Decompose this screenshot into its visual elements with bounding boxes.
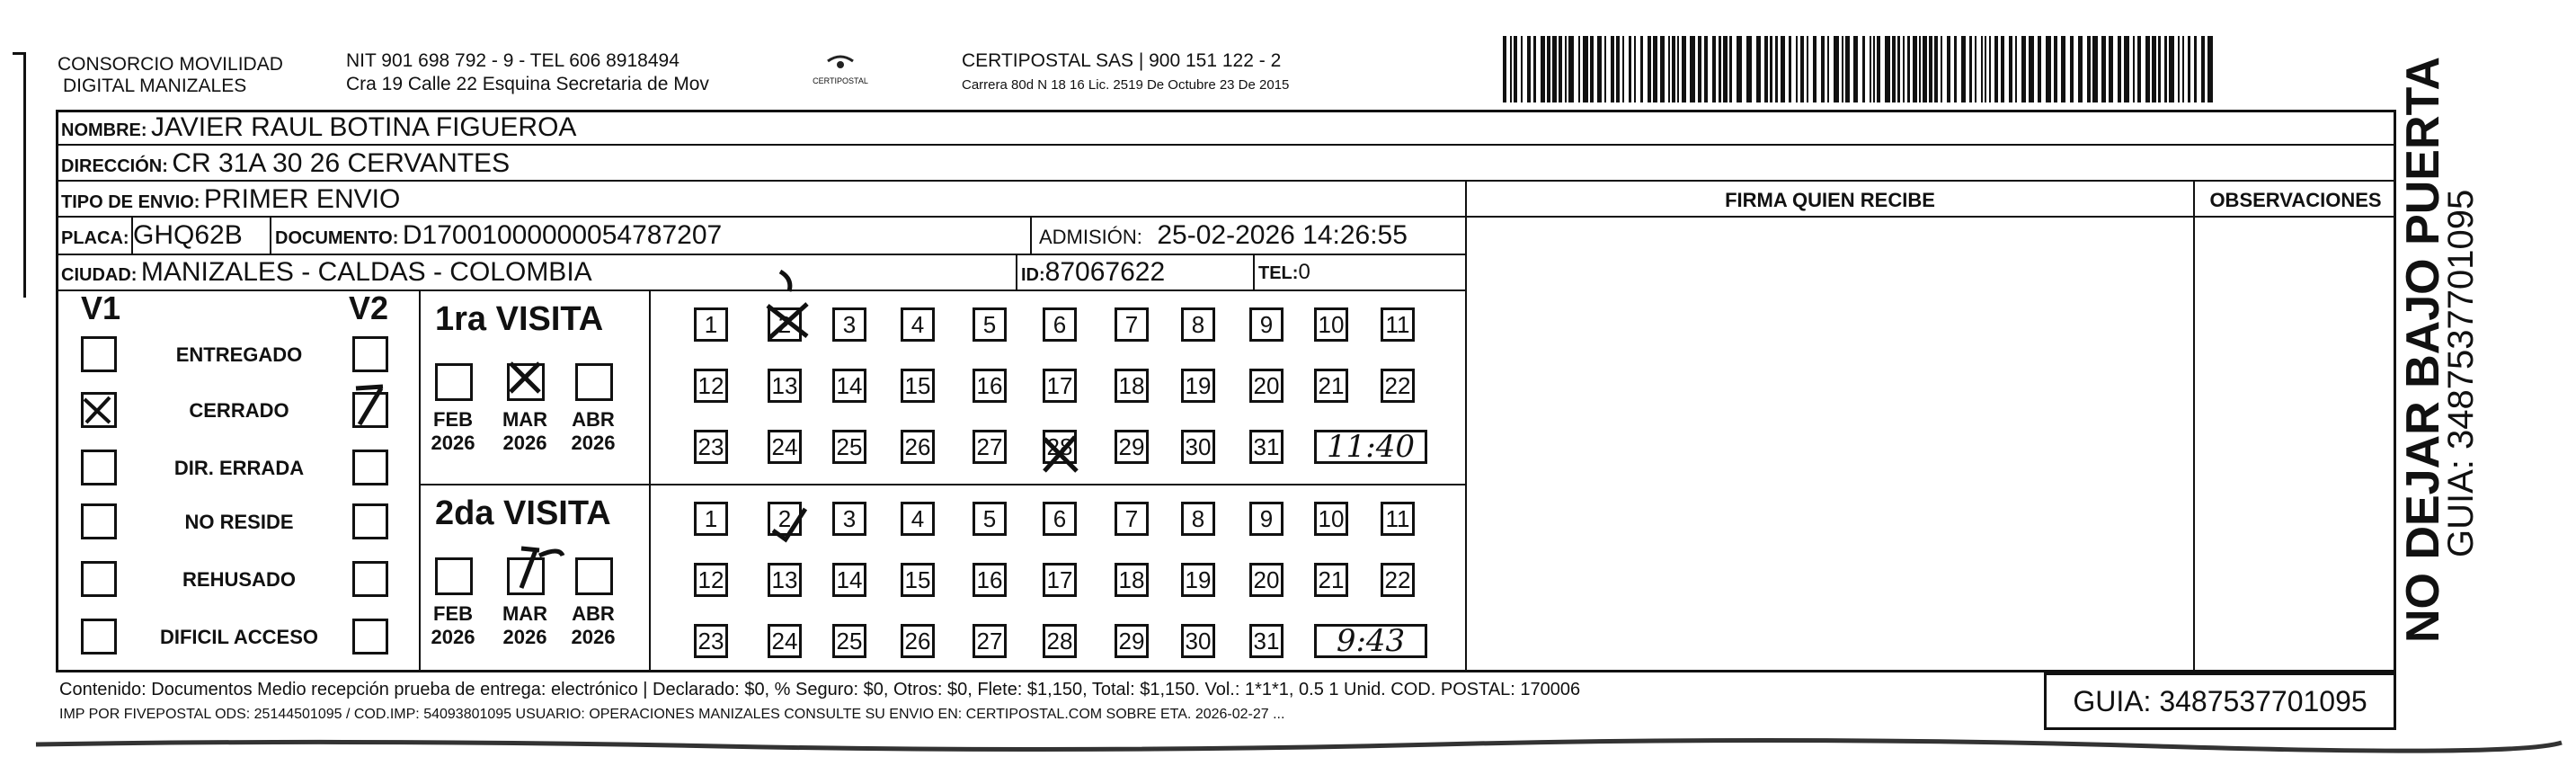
- day-box[interactable]: 14: [832, 369, 866, 403]
- certipostal-line2: Carrera 80d N 18 16 Lic. 2519 De Octubre 23 De 2015: [962, 77, 1290, 93]
- barcode-bar: [2133, 36, 2135, 102]
- day-box[interactable]: 12: [694, 369, 728, 403]
- tel-row: [1258, 256, 1310, 291]
- barcode-bar: [1622, 36, 1624, 102]
- day-box[interactable]: 23: [694, 430, 728, 464]
- month-label: ABR: [572, 408, 615, 431]
- day-box[interactable]: 14: [832, 563, 866, 597]
- barcode-bar: [1616, 36, 1620, 102]
- handwritten-check-mark: [503, 356, 548, 401]
- barcode-bar: [2061, 36, 2065, 102]
- barcode-bar: [1597, 36, 1602, 102]
- day-box[interactable]: 9: [1249, 502, 1284, 536]
- barcode-bar: [1923, 36, 1927, 102]
- barcode-bar: [2070, 36, 2074, 102]
- placa-value: GHQ62B: [133, 220, 243, 250]
- day-box[interactable]: 19: [1181, 563, 1215, 597]
- documento-value: D17001000000054787207: [402, 220, 723, 250]
- day-box[interactable]: 31: [1249, 430, 1284, 464]
- barcode-bar: [1533, 36, 1536, 102]
- barcode-bar: [2169, 36, 2174, 102]
- barcode-bar: [1903, 36, 1905, 102]
- admision-value: 25-02-2026 14:26:55: [1157, 220, 1408, 250]
- barcode-bar: [1521, 36, 1523, 102]
- barcode-bar: [2178, 36, 2180, 102]
- barcode-bar: [1634, 36, 1636, 102]
- barcode-bar: [1583, 36, 1588, 102]
- barcode-bar: [1578, 36, 1580, 102]
- month-label: MAR: [502, 408, 548, 431]
- day-box[interactable]: 7: [1115, 502, 1149, 536]
- ciudad-row: [61, 256, 592, 293]
- status-label: ENTREGADO: [175, 343, 303, 366]
- barcode-bar: [1729, 36, 1732, 102]
- tear-edge: [0, 735, 2576, 757]
- barcode-bar: [1746, 36, 1752, 102]
- side-warning-text: NO DEJAR BAJO PUERTA: [2397, 56, 2449, 643]
- barcode-bar: [2029, 36, 2034, 102]
- barcode-bar: [2078, 36, 2083, 102]
- v2-label: V2: [349, 289, 389, 326]
- barcode-bar: [2164, 36, 2167, 102]
- visit-title: 1ra VISITA: [435, 300, 604, 338]
- barcode-bar: [2194, 36, 2197, 102]
- day-box[interactable]: 8: [1181, 502, 1215, 536]
- barcode-bar: [2092, 36, 2098, 102]
- consortium-name-line1: CONSORCIO MOVILIDAD: [58, 54, 283, 75]
- day-box[interactable]: 10: [1314, 307, 1348, 342]
- barcode-bar: [2201, 36, 2205, 102]
- barcode-bar: [1929, 36, 1932, 102]
- barcode-bar: [1969, 36, 1972, 102]
- id-row: [1021, 256, 1165, 293]
- barcode-bar: [1853, 36, 1858, 102]
- barcode-bar: [1510, 36, 1512, 102]
- barcode-bar: [1590, 36, 1594, 102]
- month-year-label: 2026: [502, 626, 547, 648]
- barcode-bar: [1873, 36, 1875, 102]
- v1-label: V1: [81, 289, 121, 326]
- barcode-bar: [1704, 36, 1708, 102]
- barcode-bar: [1698, 36, 1701, 102]
- day-box[interactable]: 28: [1043, 624, 1077, 658]
- barcode-bar: [1668, 36, 1670, 102]
- col-divider: [649, 289, 651, 671]
- barcode-bar: [2188, 36, 2190, 102]
- day-box[interactable]: 10: [1314, 502, 1348, 536]
- handwritten-check-mark: [509, 547, 563, 597]
- barcode-bar: [1565, 36, 1567, 102]
- day-box[interactable]: 20: [1249, 563, 1284, 597]
- barcode-bar: [1629, 36, 1631, 102]
- barcode-bar: [1781, 36, 1785, 102]
- barcode-bar: [1821, 36, 1825, 102]
- day-box[interactable]: 13: [768, 369, 802, 403]
- v1-checkbox[interactable]: [81, 561, 117, 597]
- barcode-bar: [1514, 36, 1517, 102]
- barcode-bar: [1712, 36, 1716, 102]
- barcode-bar: [2207, 36, 2213, 102]
- day-box[interactable]: 25: [832, 430, 866, 464]
- documento-row: [275, 219, 722, 256]
- status-label: DIFICIL ACCESO: [159, 626, 318, 648]
- status-label: DIR. ERRADA: [173, 457, 305, 479]
- barcode-bar: [1947, 36, 1950, 102]
- day-box[interactable]: 11: [1381, 502, 1415, 536]
- id-value: 87067622: [1044, 257, 1166, 287]
- tel-value: 0: [1298, 260, 1310, 284]
- day-box[interactable]: 2: [768, 307, 802, 342]
- barcode-bar: [1503, 36, 1506, 102]
- barcode-bar: [1559, 36, 1562, 102]
- day-box[interactable]: 1: [694, 502, 728, 536]
- barcode-bar: [1877, 36, 1880, 102]
- col-divider: [2193, 180, 2195, 671]
- day-box[interactable]: 8: [1181, 307, 1215, 342]
- day-box[interactable]: 24: [768, 624, 802, 658]
- barcode-bar: [2145, 36, 2150, 102]
- barcode-bar: [1568, 36, 1574, 102]
- barcode-bar: [1756, 36, 1761, 102]
- day-box[interactable]: 17: [1043, 369, 1077, 403]
- barcode-bar: [1919, 36, 1921, 102]
- barcode-bar: [1807, 36, 1808, 102]
- day-box[interactable]: 21: [1314, 369, 1348, 403]
- barcode-bar: [1934, 36, 1938, 102]
- barcode-bar: [2109, 36, 2113, 102]
- barcode-bar: [2152, 36, 2156, 102]
- visit-divider: [419, 484, 1465, 485]
- day-box[interactable]: 11: [1381, 307, 1415, 342]
- barcode-bar: [1640, 36, 1643, 102]
- logo-caption: CERTIPOSTAL: [813, 76, 868, 85]
- day-box[interactable]: 29: [1115, 624, 1149, 658]
- documento-label: DOCUMENTO:: [275, 228, 399, 248]
- day-box[interactable]: 22: [1381, 369, 1415, 403]
- day-box[interactable]: 27: [973, 430, 1007, 464]
- day-box[interactable]: 20: [1249, 369, 1284, 403]
- barcode-bar: [1954, 36, 1957, 102]
- address-line: Cra 19 Calle 22 Esquina Secretaria de Mov: [346, 74, 709, 94]
- barcode-bar: [1913, 36, 1917, 102]
- barcode-bar: [2087, 36, 2091, 102]
- barcode-bar: [1897, 36, 1900, 102]
- footer-imp-line: IMP POR FIVEPOSTAL ODS: 25144501095 / COD.IMP: 54093801095 USUARIO: OPERACIONES MANIZALES CONSULTE SU ENVIO EN: CERTIPOSTAL.COM SOBRE ETA. 2026-02-27 ...: [59, 707, 1285, 722]
- day-box[interactable]: 18: [1115, 563, 1149, 597]
- day-box[interactable]: 26: [901, 430, 935, 464]
- barcode-bar: [1690, 36, 1695, 102]
- row-divider: [56, 216, 2396, 218]
- barcode-bar: [1552, 36, 1557, 102]
- v1-checkbox[interactable]: [81, 619, 117, 655]
- barcode-bar: [1813, 36, 1817, 102]
- barcode-bar: [2101, 36, 2106, 102]
- admision-label: ADMISIÓN:: [1039, 226, 1142, 248]
- barcode-bar: [1653, 36, 1657, 102]
- day-box[interactable]: 5: [973, 307, 1007, 342]
- barcode-bar: [1789, 36, 1791, 102]
- status-label: NO RESIDE: [184, 511, 294, 533]
- barcode-bar: [1682, 36, 1686, 102]
- month-checkbox[interactable]: [435, 363, 473, 401]
- barcode-bar: [2137, 36, 2141, 102]
- day-box[interactable]: 26: [901, 624, 935, 658]
- barcode-bar: [1845, 36, 1850, 102]
- day-box[interactable]: 21: [1314, 563, 1348, 597]
- barcode-bar: [1770, 36, 1772, 102]
- month-label: MAR: [502, 602, 548, 625]
- barcode-bar: [2046, 36, 2051, 102]
- day-box[interactable]: 29: [1115, 430, 1149, 464]
- nit-line: NIT 901 698 792 - 9 - TEL 606 8918494: [346, 50, 680, 71]
- direccion-row: [61, 147, 510, 184]
- day-box[interactable]: 13: [768, 563, 802, 597]
- consortium-name-line2: DIGITAL MANIZALES: [63, 76, 247, 96]
- v2-checkbox[interactable]: [352, 336, 388, 372]
- barcode-bar: [1764, 36, 1768, 102]
- placa-row: [61, 219, 243, 256]
- col-divider: [1016, 254, 1017, 289]
- direccion-label: DIRECCIÓN:: [61, 156, 168, 176]
- month-label: FEB: [433, 408, 473, 431]
- barcode-bar: [1541, 36, 1545, 102]
- day-box[interactable]: 28: [1043, 430, 1077, 464]
- certipostal-line1: CERTIPOSTAL SAS | 900 151 122 - 2: [962, 50, 1282, 71]
- col-divider: [1465, 180, 1467, 671]
- day-box[interactable]: 4: [901, 307, 935, 342]
- ciudad-label: CIUDAD:: [61, 265, 138, 285]
- barcode: [1503, 36, 2222, 102]
- barcode-bar: [1604, 36, 1606, 102]
- day-box[interactable]: 12: [694, 563, 728, 597]
- barcode-bar: [1975, 36, 1976, 102]
- handwritten-time: 11:40: [1314, 430, 1427, 464]
- col-divider: [1030, 216, 1032, 254]
- barcode-bar: [1648, 36, 1651, 102]
- barcode-bar: [2182, 36, 2184, 102]
- footer-contenido: Contenido: Documentos Medio recepción prueba de entrega: electrónico | Declarado: $0, % Seguro: $0, Otros: $0, Flete: $1,150, Total: $1,150. Vol.: 1*1*1, 0.5 1 Unid. COD. POSTAL: 170006: [59, 680, 1581, 699]
- barcode-bar: [1885, 36, 1890, 102]
- barcode-bar: [1775, 36, 1778, 102]
- day-box[interactable]: 31: [1249, 624, 1284, 658]
- barcode-bar: [2038, 36, 2041, 102]
- day-box[interactable]: 16: [973, 563, 1007, 597]
- day-box[interactable]: 6: [1043, 502, 1077, 536]
- day-box[interactable]: 1: [694, 307, 728, 342]
- month-year-label: 2026: [502, 432, 547, 454]
- firma-header: FIRMA QUIEN RECIBE: [1725, 189, 1935, 211]
- month-checkbox[interactable]: [575, 557, 613, 595]
- barcode-bar: [2009, 36, 2012, 102]
- barcode-bar: [1994, 36, 1998, 102]
- day-box[interactable]: 6: [1043, 307, 1077, 342]
- visit-title: 2da VISITA: [435, 494, 611, 532]
- barcode-bar: [1989, 36, 1991, 102]
- day-box[interactable]: 5: [973, 502, 1007, 536]
- barcode-bar: [2015, 36, 2017, 102]
- month-year-label: 2026: [431, 626, 475, 648]
- day-box[interactable]: 2: [768, 502, 802, 536]
- nombre-label: NOMBRE:: [61, 120, 147, 140]
- v2-checkbox[interactable]: [352, 619, 388, 655]
- day-box[interactable]: 25: [832, 624, 866, 658]
- logo-glyph-icon: [822, 52, 858, 72]
- barcode-bar: [1907, 36, 1910, 102]
- handwritten-check-mark: [762, 270, 816, 342]
- status-label: CERRADO: [189, 399, 289, 422]
- barcode-bar: [1672, 36, 1675, 102]
- month-year-label: 2026: [571, 626, 616, 648]
- barcode-bar: [2118, 36, 2121, 102]
- tipo-value: PRIMER ENVIO: [203, 184, 401, 214]
- barcode-bar: [1834, 36, 1839, 102]
- tipo-row: [61, 183, 400, 220]
- day-box[interactable]: 15: [901, 563, 935, 597]
- handwritten-check-mark: [766, 503, 811, 545]
- month-year-label: 2026: [431, 432, 475, 454]
- day-box[interactable]: 3: [832, 502, 866, 536]
- side-guia-text: GUIA: 3487537701095: [2441, 189, 2481, 557]
- tel-label: TEL:: [1258, 263, 1299, 283]
- barcode-bar: [1677, 36, 1679, 102]
- barcode-bar: [1870, 36, 1871, 102]
- v1-checkbox[interactable]: [81, 336, 117, 372]
- v2-cerrado-mark: [347, 381, 394, 428]
- nombre-value: JAVIER RAUL BOTINA FIGUEROA: [151, 112, 577, 142]
- barcode-bar: [1547, 36, 1550, 102]
- day-box[interactable]: 18: [1115, 369, 1149, 403]
- v2-checkbox[interactable]: [352, 503, 388, 539]
- day-box[interactable]: 22: [1381, 563, 1415, 597]
- id-label: ID:: [1021, 265, 1045, 285]
- ciudad-value: MANIZALES - CALDAS - COLOMBIA: [140, 257, 592, 287]
- tipo-label: TIPO DE ENVIO:: [61, 192, 200, 212]
- direccion-value: CR 31A 30 26 CERVANTES: [172, 148, 511, 178]
- guia-box: GUIA: 3487537701095: [2044, 672, 2396, 730]
- handwritten-check-mark: [1039, 432, 1084, 476]
- admision-row: [1039, 219, 1408, 256]
- barcode-bar: [1981, 36, 1983, 102]
- day-box[interactable]: 23: [694, 624, 728, 658]
- barcode-bar: [1723, 36, 1728, 102]
- day-box[interactable]: 7: [1115, 307, 1149, 342]
- day-box[interactable]: 17: [1043, 563, 1077, 597]
- nombre-row: [61, 111, 576, 148]
- day-box[interactable]: 30: [1181, 624, 1215, 658]
- certipostal-logo: [809, 52, 872, 97]
- barcode-bar: [1842, 36, 1843, 102]
- handwritten-time: 9:43: [1314, 624, 1427, 658]
- barcode-bar: [1611, 36, 1614, 102]
- v2-checkbox[interactable]: [352, 450, 388, 485]
- barcode-bar: [1892, 36, 1896, 102]
- barcode-bar: [2158, 36, 2161, 102]
- month-year-label: 2026: [571, 432, 616, 454]
- placa-label: PLACA:: [61, 228, 129, 248]
- month-label: FEB: [433, 602, 473, 625]
- barcode-bar: [1961, 36, 1966, 102]
- barcode-bar: [1827, 36, 1829, 102]
- v1-checkbox[interactable]: [81, 450, 117, 485]
- day-box[interactable]: 3: [832, 307, 866, 342]
- barcode-bar: [1800, 36, 1804, 102]
- barcode-bar: [1796, 36, 1798, 102]
- v1-cerrado-mark: [79, 390, 117, 428]
- month-checkbox[interactable]: [575, 363, 613, 401]
- col-divider: [270, 216, 271, 254]
- barcode-bar: [1941, 36, 1942, 102]
- day-box[interactable]: 30: [1181, 430, 1215, 464]
- barcode-bar: [2054, 36, 2057, 102]
- day-box[interactable]: 9: [1249, 307, 1284, 342]
- day-box[interactable]: 27: [973, 624, 1007, 658]
- left-bracket: [13, 52, 26, 298]
- day-box[interactable]: 4: [901, 502, 935, 536]
- v2-checkbox[interactable]: [352, 561, 388, 597]
- barcode-bar: [1660, 36, 1665, 102]
- status-label: REHUSADO: [182, 568, 296, 591]
- barcode-bar: [1862, 36, 1865, 102]
- day-box[interactable]: 19: [1181, 369, 1215, 403]
- day-box[interactable]: 24: [768, 430, 802, 464]
- barcode-bar: [1719, 36, 1721, 102]
- col-divider: [419, 289, 421, 671]
- barcode-bar: [1737, 36, 1742, 102]
- v1-checkbox[interactable]: [81, 503, 117, 539]
- barcode-bar: [2001, 36, 2004, 102]
- barcode-bar: [1985, 36, 1986, 102]
- month-checkbox[interactable]: [435, 557, 473, 595]
- barcode-bar: [1527, 36, 1531, 102]
- col-divider: [1253, 254, 1255, 289]
- month-label: ABR: [572, 602, 615, 625]
- day-box[interactable]: 16: [973, 369, 1007, 403]
- day-box[interactable]: 15: [901, 369, 935, 403]
- observaciones-header: OBSERVACIONES: [2209, 189, 2382, 211]
- barcode-bar: [2021, 36, 2026, 102]
- barcode-bar: [2124, 36, 2129, 102]
